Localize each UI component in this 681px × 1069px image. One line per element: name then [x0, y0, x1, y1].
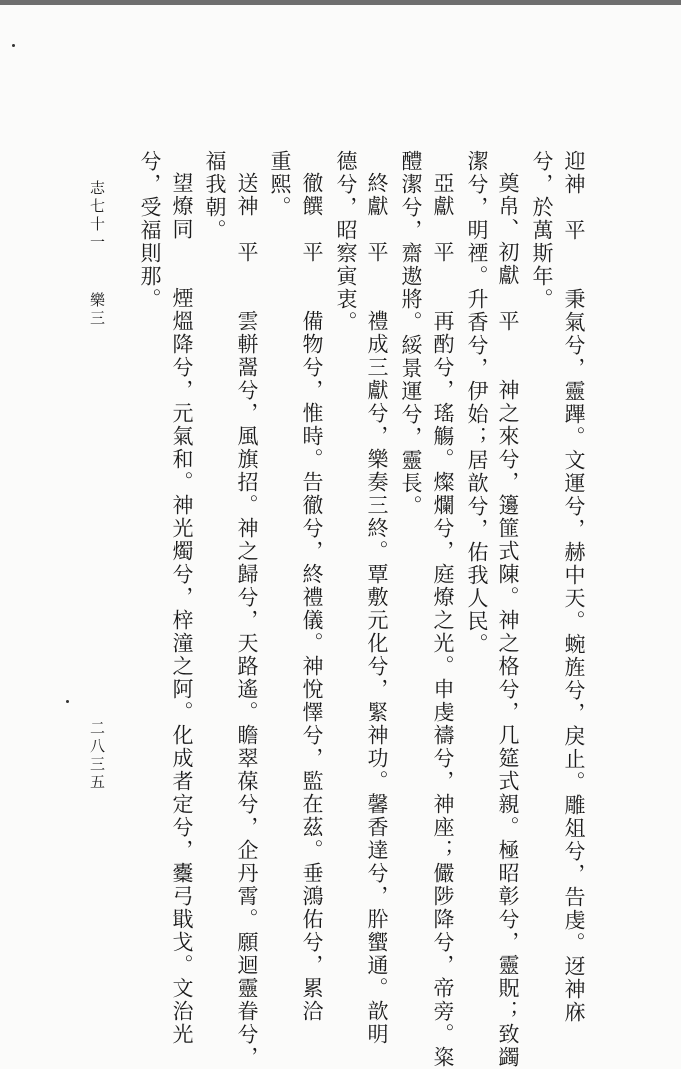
text-column: 送神 平 雲軿翯兮，風旗招。神之歸兮，天路遙。瞻翠葆兮，企丹霄。願迴靈眷兮，: [235, 172, 259, 1069]
text-column: 奠帛、初獻 平 神之來兮，籩篚式陳。神之格兮，几筵式親。極昭彰兮，靈貺；致蠲: [496, 172, 520, 1069]
text-column: 迎神 平 秉氣兮，靈蹕。文運兮，赫中天。蜿旌兮，戾止。雕俎兮，告虔。迓神庥: [562, 150, 586, 1024]
text-column: 徹饌 平 備物兮，惟時。告徹兮，終禮儀。神悅懌兮，監在茲。垂鴻佑兮，累洽: [300, 172, 324, 1023]
text-column: 望燎同 煙熅降兮，元氣和。神光燭兮，梓潼之阿。化成者定兮，櫜弓戢戈。文治光: [170, 172, 194, 1046]
page-number: 二八三五: [88, 720, 106, 792]
text-column: 德兮，昭察寅衷。: [334, 150, 358, 334]
text-column: 兮，於萬斯年。: [530, 150, 554, 311]
text-column: 潔兮，明禋。升香兮，伊始；居歆兮，佑我人民。: [465, 150, 489, 656]
text-column: 醴潔兮，齋遨將。綏景運兮，靈長。: [399, 150, 423, 518]
text-column: 亞獻 平 再酌兮，瑤觴。燦爛兮，庭燎之光。申虔禱兮，神座；儼陟降兮，帝旁。粢: [431, 172, 455, 1069]
volume-label: 志七十一: [88, 180, 106, 252]
text-column: 兮，受福則那。: [138, 150, 162, 311]
text-column: 終獻 平 禮成三獻兮，樂奏三終。覃敷元化兮，緊神功。馨香達兮，肸蠁通。歆明: [365, 172, 389, 1046]
text-column: 福我朝。: [203, 150, 227, 242]
text-column: 重熙。: [268, 150, 292, 219]
section-label: 樂三: [88, 292, 106, 328]
